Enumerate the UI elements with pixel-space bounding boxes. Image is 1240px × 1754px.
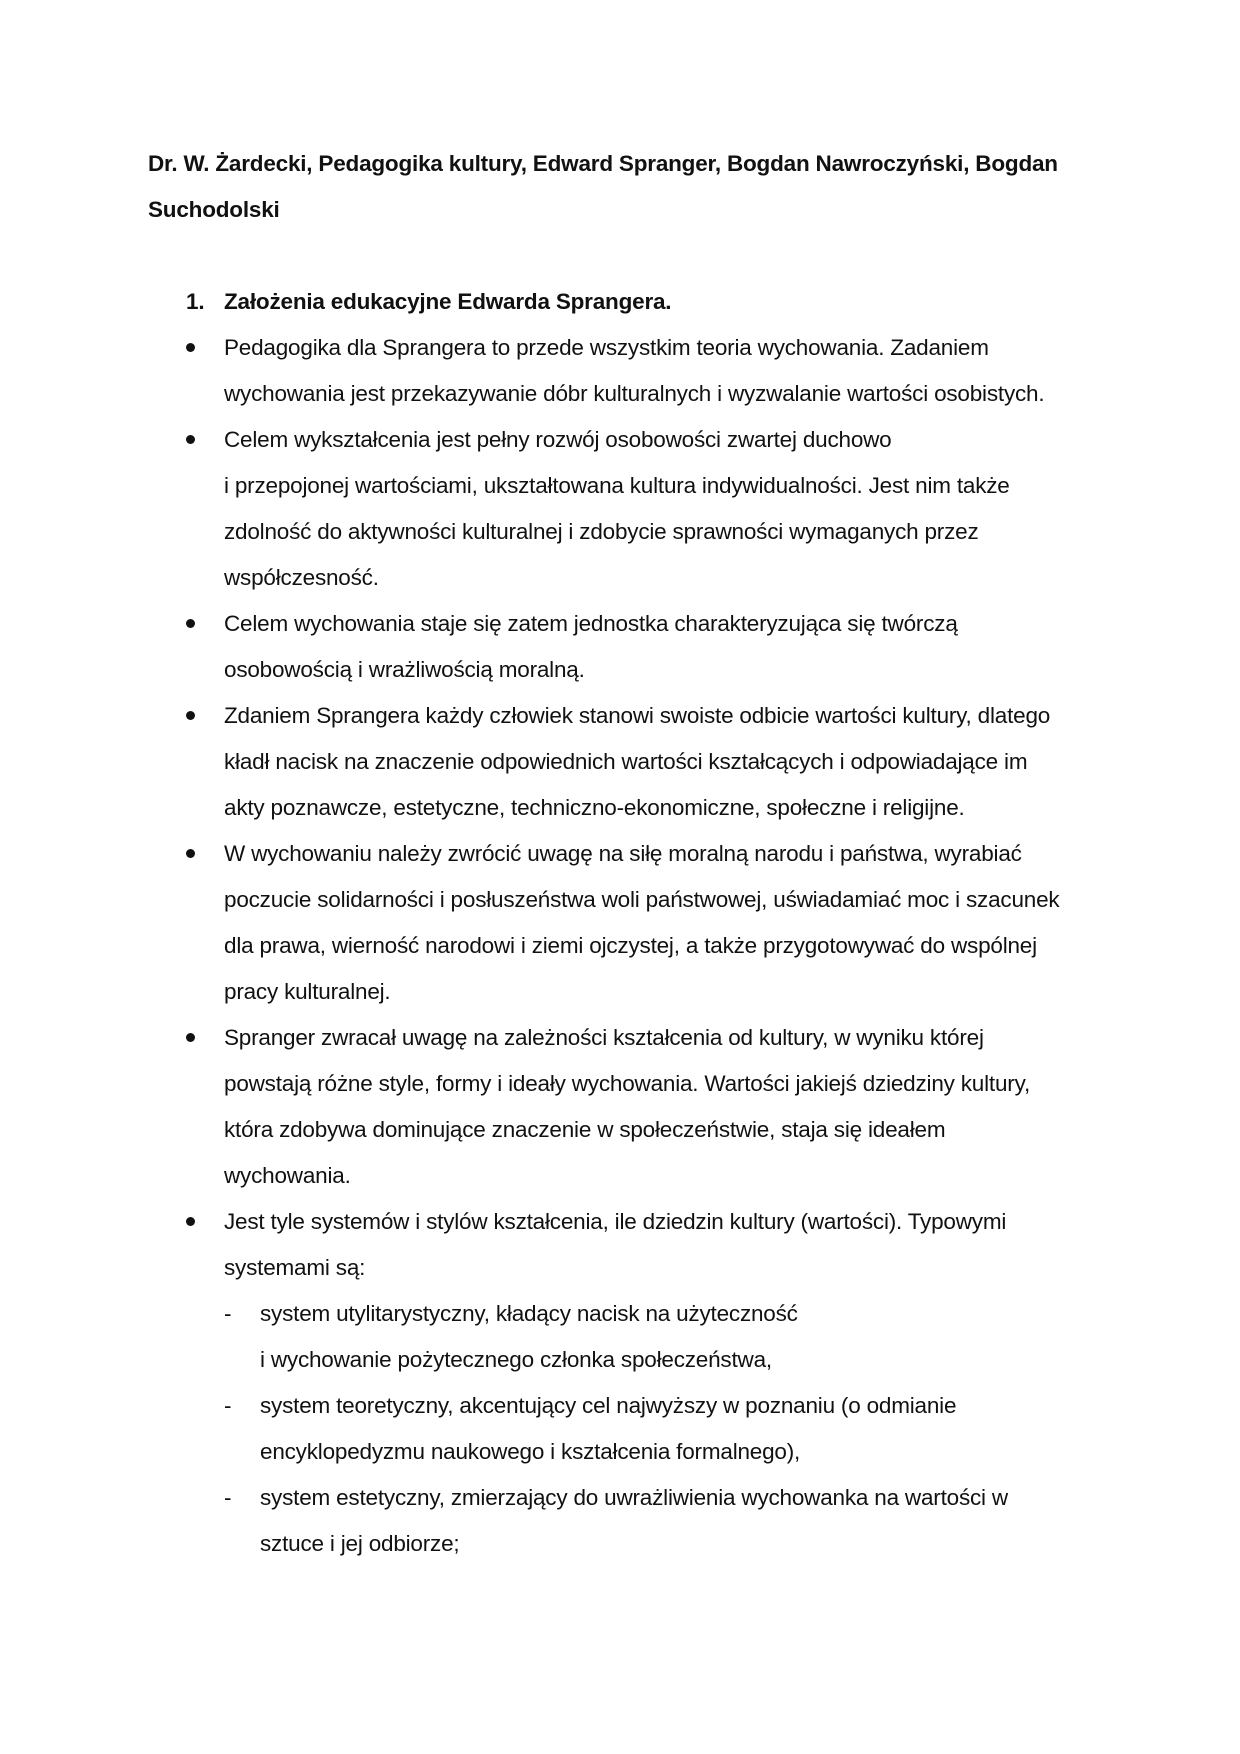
bullet-item (186, 1199, 1106, 1567)
bullet-line: akty poznawcze, estetyczne, techniczno-ekonomiczne, społeczne i religijne. (224, 795, 965, 820)
bullet-item (186, 325, 1106, 417)
bullet-line: wychowania jest przekazywanie dóbr kulturalnych i wyzwalanie wartości osobistych. (224, 381, 1045, 406)
bullet-dot-icon (186, 849, 195, 858)
bullet-line: powstają różne style, formy i ideały wychowania. Wartości jakiejś dziedziny kultury, (224, 1071, 1031, 1096)
bullet-line: która zdobywa dominujące znaczenie w społeczeństwie, staja się ideałem (224, 1117, 946, 1142)
bullet-item (186, 1015, 1106, 1199)
header-line-2: Suchodolski (148, 197, 280, 222)
dash-marker: - (224, 1485, 232, 1510)
bullet-line: pracy kulturalnej. (224, 979, 391, 1004)
section-heading (186, 279, 671, 325)
bullet-line: systemami są: (224, 1255, 366, 1280)
document-header (148, 141, 1108, 233)
bullet-line: osobowością i wrażliwością moralną. (224, 657, 585, 682)
bullet-list (186, 325, 1106, 1567)
dash-line: sztuce i jej odbiorze; (260, 1531, 460, 1556)
bullet-line: Zdaniem Sprangera każdy człowiek stanowi swoiste odbicie wartości kultury, dlatego (224, 703, 1051, 728)
bullet-line: Pedagogika dla Sprangera to przede wszystkim teoria wychowania. Zadaniem (224, 335, 989, 360)
bullet-dot-icon (186, 343, 195, 352)
bullet-item (186, 417, 1106, 601)
bullet-line: Spranger zwracał uwagę na zależności kształcenia od kultury, w wyniku której (224, 1025, 984, 1050)
bullet-line: wychowania. (224, 1163, 351, 1188)
bullet-item (186, 831, 1106, 1015)
dash-item (224, 1475, 1106, 1567)
header-line-1: Dr. W. Żardecki, Pedagogika kultury, Edward Spranger, Bogdan Nawroczyński, Bogdan (148, 151, 1058, 176)
bullet-line: W wychowaniu należy zwrócić uwagę na siłę moralną narodu i państwa, wyrabiać (224, 841, 1022, 866)
dash-list (224, 1291, 1106, 1567)
bullet-line: kładł nacisk na znaczenie odpowiednich wartości kształcących i odpowiadające im (224, 749, 1028, 774)
bullet-line: współczesność. (224, 565, 379, 590)
section-title: Założenia edukacyjne Edwarda Sprangera. (224, 289, 672, 314)
bullet-dot-icon (186, 1217, 195, 1226)
bullet-dot-icon (186, 435, 195, 444)
dash-line: system estetyczny, zmierzający do uwrażliwienia wychowanka na wartości w (260, 1485, 1008, 1510)
bullet-item (186, 601, 1106, 693)
bullet-dot-icon (186, 711, 195, 720)
bullet-line: i przepojonej wartościami, ukształtowana kultura indywidualności. Jest nim także (224, 473, 1010, 498)
bullet-line: zdolność do aktywności kulturalnej i zdobycie sprawności wymaganych przez (224, 519, 979, 544)
section-number: 1. (186, 289, 205, 314)
bullet-line: poczucie solidarności i posłuszeństwa woli państwowej, uświadamiać moc i szacunek (224, 887, 1060, 912)
dash-item (224, 1383, 1106, 1475)
dash-line: system utylitarystyczny, kładący nacisk na użyteczność (260, 1301, 798, 1326)
bullet-line: Celem wykształcenia jest pełny rozwój osobowości zwartej duchowo (224, 427, 892, 452)
dash-marker: - (224, 1301, 232, 1326)
dash-line: encyklopedyzmu naukowego i kształcenia formalnego), (260, 1439, 801, 1464)
bullet-dot-icon (186, 619, 195, 628)
bullet-line: Jest tyle systemów i stylów kształcenia, ile dziedzin kultury (wartości). Typowymi (224, 1209, 1007, 1234)
dash-item (224, 1291, 1106, 1383)
bullet-item (186, 693, 1106, 831)
dash-line: i wychowanie pożytecznego członka społeczeństwa, (260, 1347, 772, 1372)
dash-marker: - (224, 1393, 232, 1418)
bullet-line: dla prawa, wierność narodowi i ziemi ojczystej, a także przygotowywać do wspólnej (224, 933, 1037, 958)
bullet-line: Celem wychowania staje się zatem jednostka charakteryzująca się twórczą (224, 611, 958, 636)
dash-line: system teoretyczny, akcentujący cel najwyższy w poznaniu (o odmianie (260, 1393, 957, 1418)
bullet-dot-icon (186, 1033, 195, 1042)
